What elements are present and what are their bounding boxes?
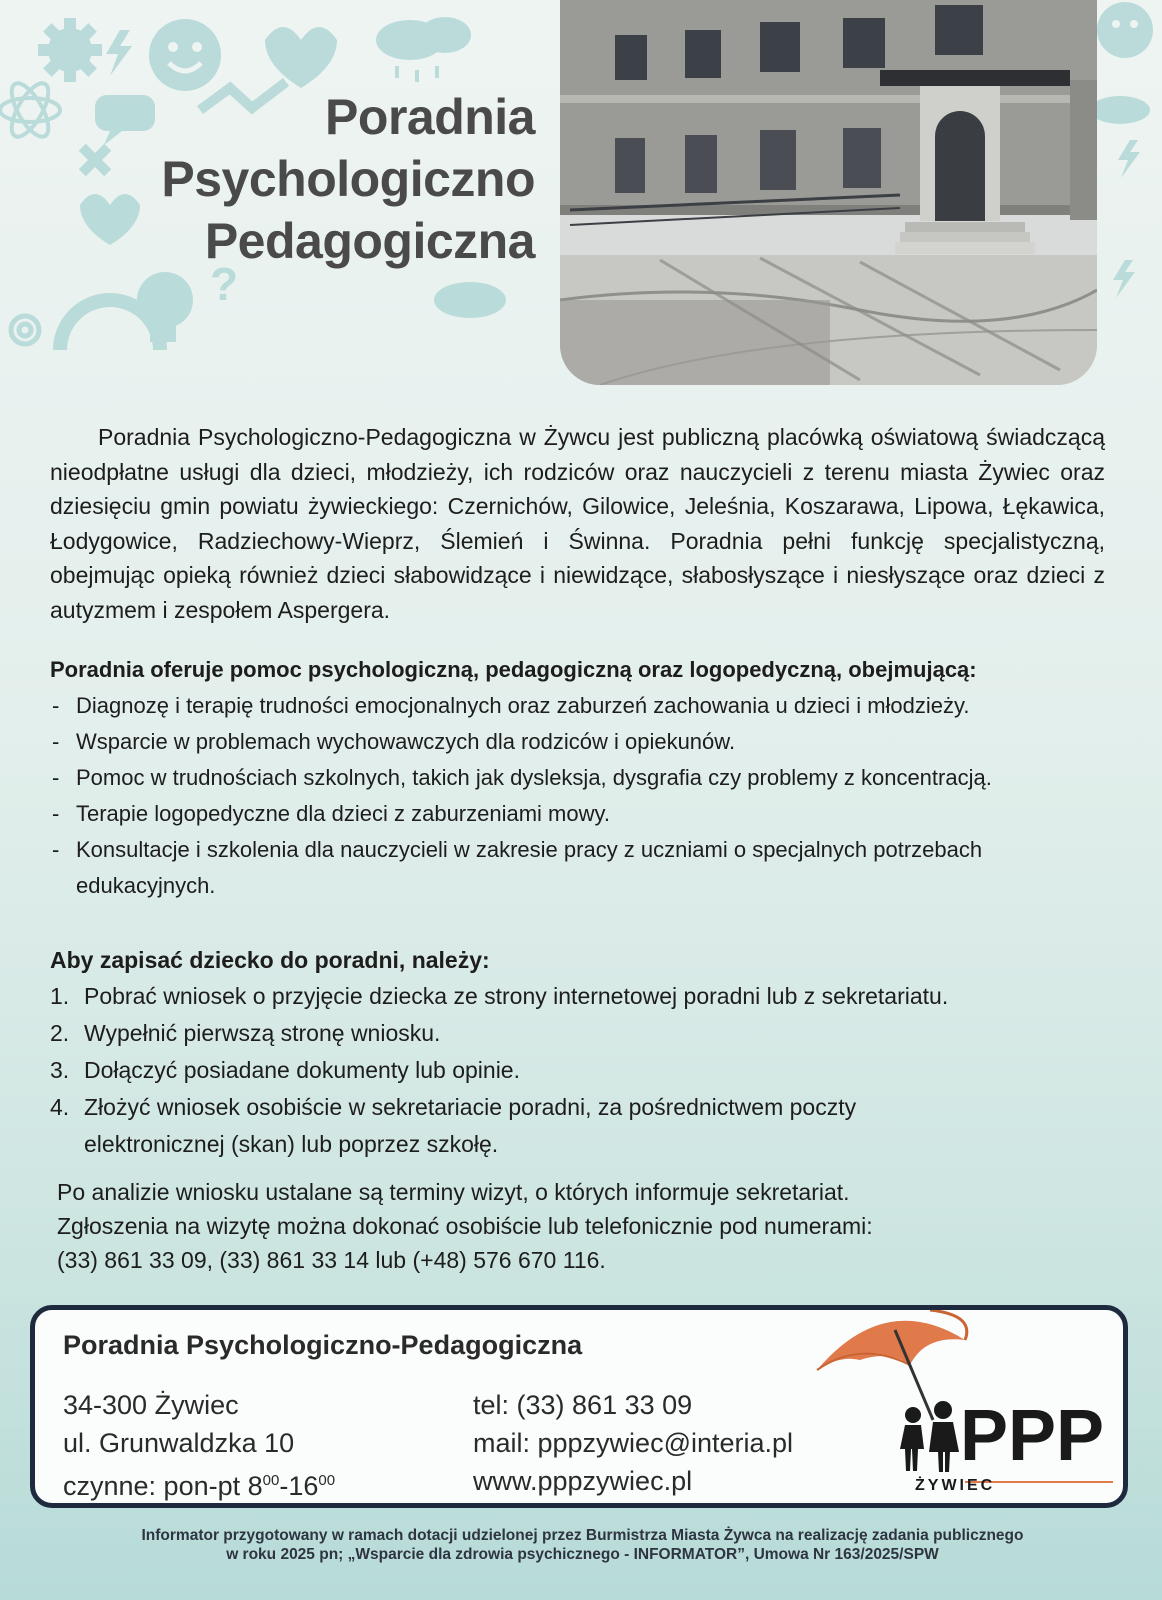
- ppp-logo: [815, 1310, 1115, 1505]
- step-item: [50, 1015, 1110, 1052]
- contact-column: [473, 1386, 793, 1500]
- phone-contact[interactable]: tel: (33) 861 33 09: [473, 1390, 693, 1420]
- smiley-icon: [1097, 2, 1153, 58]
- street-address: ul. Grunwaldzka 10: [63, 1428, 295, 1458]
- email-contact[interactable]: mail: pppzywiec@interia.pl: [473, 1428, 794, 1458]
- question-mark-icon: ?: [210, 258, 239, 310]
- postal-city: 34-300 Żywiec: [63, 1390, 239, 1420]
- page-title: [110, 86, 535, 272]
- visit-info-line: Zgłoszenia na wizytę można dokonać osobiście lub telefonicznie pod numerami:: [57, 1213, 873, 1239]
- address-column: [63, 1386, 335, 1505]
- list-item: - Diagnozę i terapię trudności emocjonalnych oraz zaburzeń zachowania u dzieci i młodzieży.: [50, 688, 1110, 724]
- enrollment-steps: [50, 978, 1110, 1163]
- head-profile-icon: [137, 272, 193, 342]
- step-item: [50, 1089, 1110, 1163]
- list-item: - Pomoc w trudnościach szkolnych, takich jak dysleksja, dysgrafia czy problemy z koncentracją.: [50, 760, 1110, 796]
- umbrella-children-icon: [817, 1310, 967, 1472]
- hours-sup: 00: [262, 1472, 280, 1489]
- cloud-icon: [434, 282, 506, 318]
- title-line-3: Pedagogiczna: [204, 213, 535, 269]
- step-number: 1.: [50, 983, 70, 1009]
- list-item: - Terapie logopedyczne dla dzieci z zaburzeniami mowy.: [50, 796, 1110, 832]
- step-number: 2.: [50, 1020, 70, 1046]
- building-photo: [560, 0, 1097, 385]
- list-item: - Konsultacje i szkolenia dla nauczycieli w zakresie pracy z uczniami o specjalnych potrzebach edukacyjnych.: [50, 832, 1110, 904]
- footer-line: w roku 2025 pn; „Wsparcie dla zdrowia psychicznego - INFORMATOR”, Umowa Nr 163/2025/SPW: [226, 1546, 939, 1563]
- step-text: Dołączyć posiadane dokumenty lub opinie.: [84, 1057, 520, 1083]
- intro-paragraph: Poradnia Psychologiczno-Pedagogiczna w Żywcu jest publiczną placówką oświatową świadczącą nieodpłatne usługi dla dzieci, młodzieży, ich rodziców oraz nauczycieli z terenu miasta Żywiec oraz dziesięciu gmin powiatu żywieckiego: Czernichów, Gilowice, Jeleśnia, Koszarawa, Lipowa, Łękawica, Łodygowice, Radziechowy-Wieprz, Ślemień i Świnna. Poradnia pełni funkcję specjalistyczną, obejmując opieką również dzieci słabowidzące i niewidzące, słabosłyszące i niesłyszące oraz dzieci z autyzmem i zespołem Aspergera.: [50, 424, 1105, 623]
- lightning-icon: [1113, 260, 1135, 298]
- services-section: [50, 652, 1110, 904]
- list-item: - Wsparcie w problemach wychowawczych dla rodziców i opiekunów.: [50, 724, 1110, 760]
- title-line-1: Poradnia: [325, 89, 535, 145]
- hours-sup: 00: [318, 1472, 336, 1489]
- enrollment-heading: Aby zapisać dziecko do poradni, należy:: [50, 947, 490, 973]
- step-text: Złożyć wniosek osobiście w sekretariacie poradni, za pośrednictwem poczty elektronicznej (skan) lub poprzez szkołę.: [84, 1094, 857, 1157]
- logo-subtext: ŻYWIEC: [915, 1477, 996, 1494]
- services-heading: Poradnia oferuje pomoc psychologiczną, pedagogiczną oraz logopedyczną, obejmującą:: [50, 657, 977, 682]
- opening-hours: [63, 1462, 335, 1505]
- logo-text: PPP: [960, 1396, 1105, 1476]
- enrollment-section: [50, 942, 1110, 1163]
- footer-line: Informator przygotowany w ramach dotacji udzielonej przez Burmistrza Miasta Żywca na realizację zadania publicznego: [141, 1527, 1024, 1544]
- services-list: [50, 688, 1110, 904]
- step-number: 3.: [50, 1057, 70, 1083]
- visit-info-line: Po analizie wniosku ustalane są terminy wizyt, o których informuje sekretariat.: [57, 1179, 850, 1205]
- step-number: 4.: [50, 1094, 70, 1120]
- website-link[interactable]: www.pppzywiec.pl: [473, 1466, 693, 1496]
- rain-cloud-icon: [376, 17, 471, 82]
- funding-footer: [60, 1526, 1105, 1564]
- hours-text: czynne: pon-pt 8: [63, 1471, 263, 1501]
- swirl-icon: [11, 316, 39, 344]
- contact-box: [30, 1305, 1128, 1508]
- phone-numbers: (33) 861 33 09, (33) 861 33 14 lub (+48) 576 670 116.: [57, 1247, 606, 1273]
- step-text: Wypełnić pierwszą stronę wniosku.: [84, 1020, 441, 1046]
- step-item: [50, 978, 1110, 1015]
- institution-name: Poradnia Psychologiczno-Pedagogiczna: [63, 1330, 583, 1360]
- title-line-2: Psychologiczno: [161, 151, 535, 207]
- atom-icon: [0, 78, 60, 142]
- cloud-icon: [1090, 96, 1150, 124]
- step-item: [50, 1052, 1110, 1089]
- step-text: Pobrać wniosek o przyjęcie dziecka ze strony internetowej poradni lub z sekretariatu.: [84, 983, 949, 1009]
- heart-icon: [265, 27, 337, 88]
- lightning-icon: [1118, 140, 1140, 178]
- visit-info: [57, 1175, 1117, 1277]
- lightning-icon: [106, 30, 132, 76]
- hours-text: -16: [279, 1471, 319, 1501]
- gear-icon: [38, 18, 102, 82]
- smiley-icon: [149, 19, 221, 91]
